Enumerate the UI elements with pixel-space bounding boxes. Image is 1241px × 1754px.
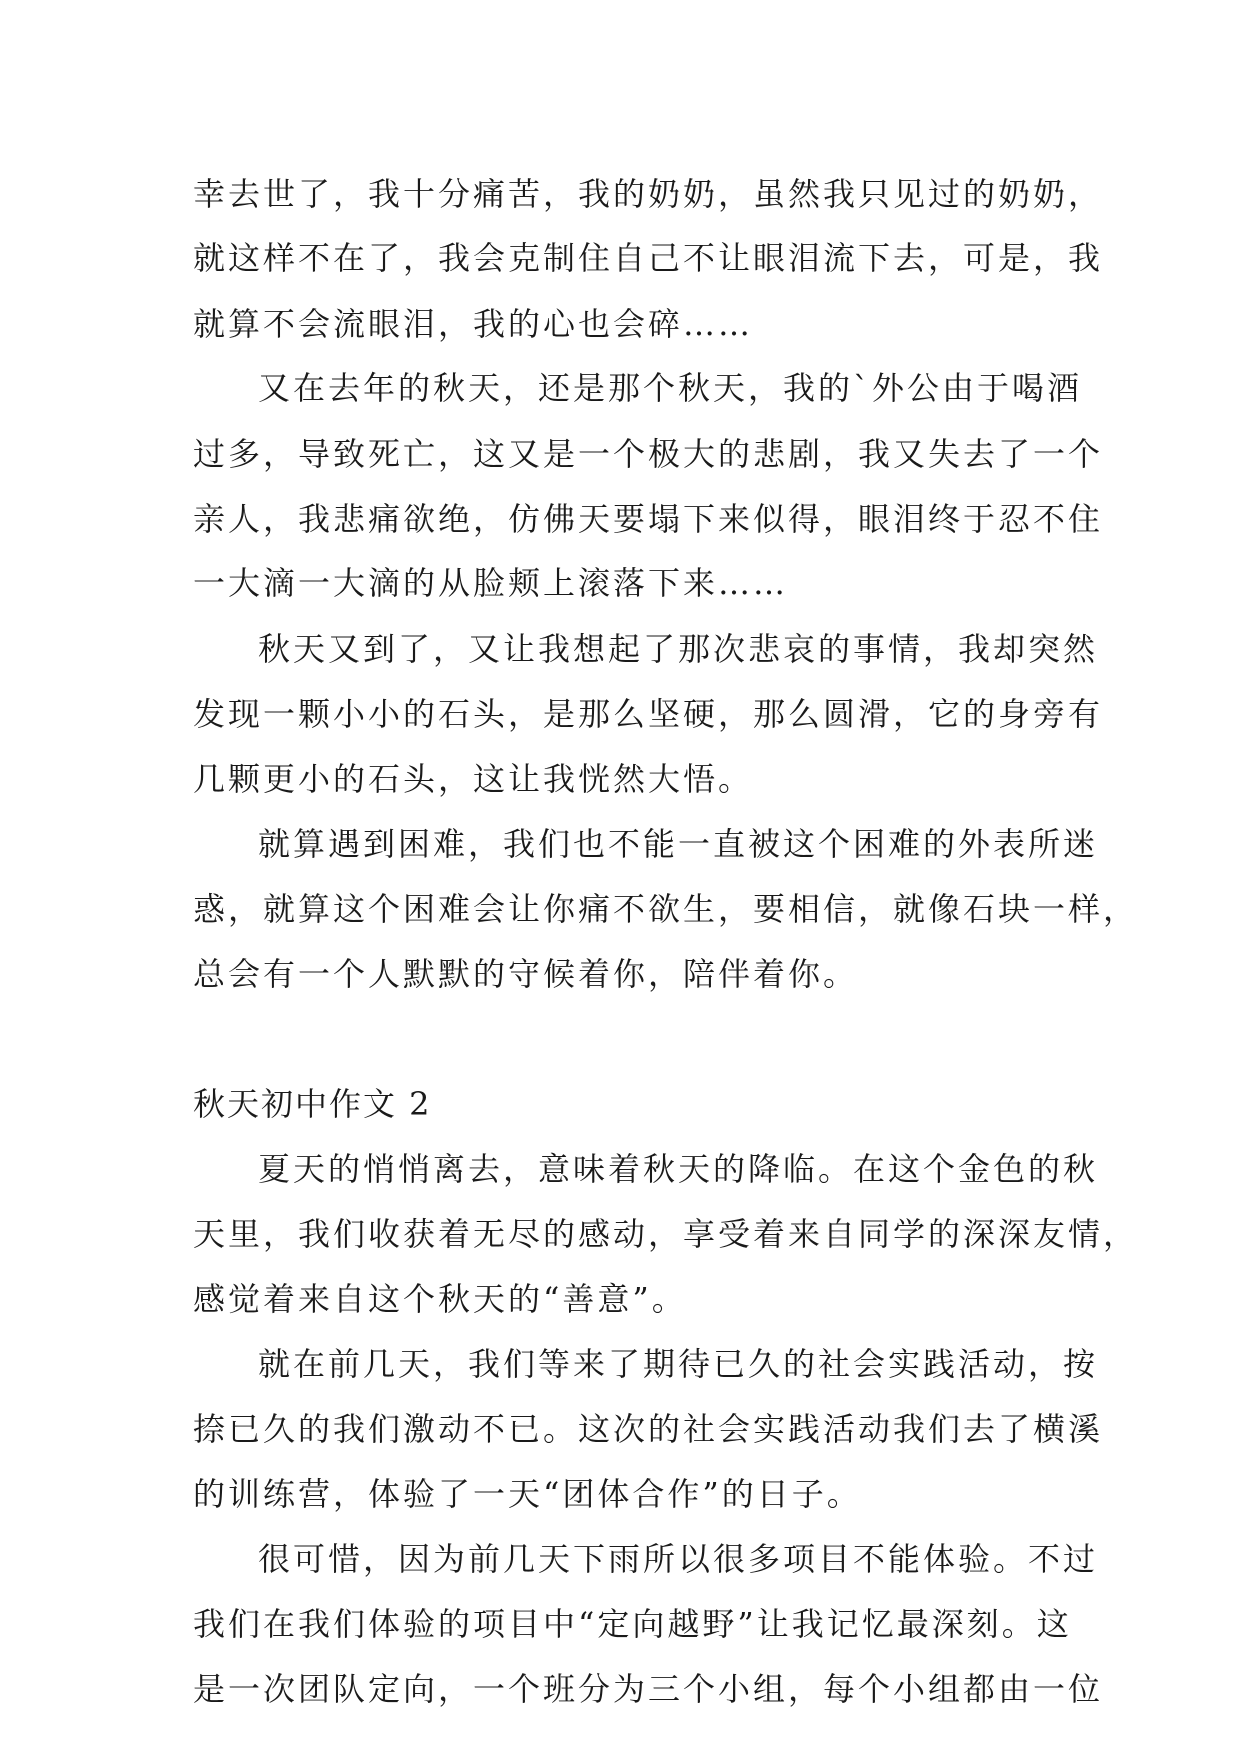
text-line: 过多，导致死亡，这又是一个极大的悲剧，我又失去了一个: [193, 435, 1104, 473]
text-line: 总会有一个人默默的守候着你，陪伴着你。: [193, 955, 859, 993]
text-line: 惑，就算这个困难会让你痛不欲生，要相信，就像石块一样，: [193, 890, 1139, 928]
text-line: 的训练营，体验了一天“团体合作”的日子。: [193, 1475, 862, 1513]
text-line: 天里，我们收获着无尽的感动，享受着来自同学的深深友情，: [193, 1215, 1139, 1253]
text-line: 幸去世了，我十分痛苦，我的奶奶，虽然我只见过的奶奶，: [193, 175, 1104, 213]
text-line: 就算不会流眼泪，我的心也会碎……: [193, 305, 754, 343]
paragraph-first-line: 又在去年的秋天，还是那个秋天，我的`外公由于喝酒: [258, 369, 1083, 407]
paragraph-first-line: 秋天又到了，又让我想起了那次悲哀的事情，我却突然: [258, 630, 1099, 668]
text-line: 就这样不在了，我会克制住自己不让眼泪流下去，可是，我: [193, 239, 1104, 277]
text-line: 是一次团队定向，一个班分为三个小组，每个小组都由一位: [193, 1670, 1104, 1708]
paragraph-first-line: 夏天的悄悄离去，意味着秋天的降临。在这个金色的秋: [258, 1150, 1099, 1188]
text-line: 感觉着来自这个秋天的“善意”。: [193, 1280, 687, 1318]
paragraph-first-line: 很可惜，因为前几天下雨所以很多项目不能体验。不过: [258, 1540, 1099, 1578]
text-line: 捺已久的我们激动不已。这次的社会实践活动我们去了横溪: [193, 1410, 1104, 1448]
text-line: 几颗更小的石头，这让我恍然大悟。: [193, 760, 754, 798]
paragraph-first-line: 就算遇到困难，我们也不能一直被这个困难的外表所迷: [258, 825, 1099, 863]
paragraph-first-line: 就在前几天，我们等来了期待已久的社会实践活动，按: [258, 1345, 1099, 1383]
text-line: 我们在我们体验的项目中“定向越野”让我记忆最深刻。这: [193, 1605, 1072, 1643]
section-heading: 秋天初中作文 2: [193, 1085, 432, 1123]
text-line: 一大滴一大滴的从脸颊上滚落下来……: [193, 564, 789, 602]
text-line: 发现一颗小小的石头，是那么坚硬，那么圆滑，它的身旁有: [193, 695, 1104, 733]
text-line: 亲人，我悲痛欲绝，仿佛天要塌下来似得，眼泪终于忍不住: [193, 500, 1104, 538]
